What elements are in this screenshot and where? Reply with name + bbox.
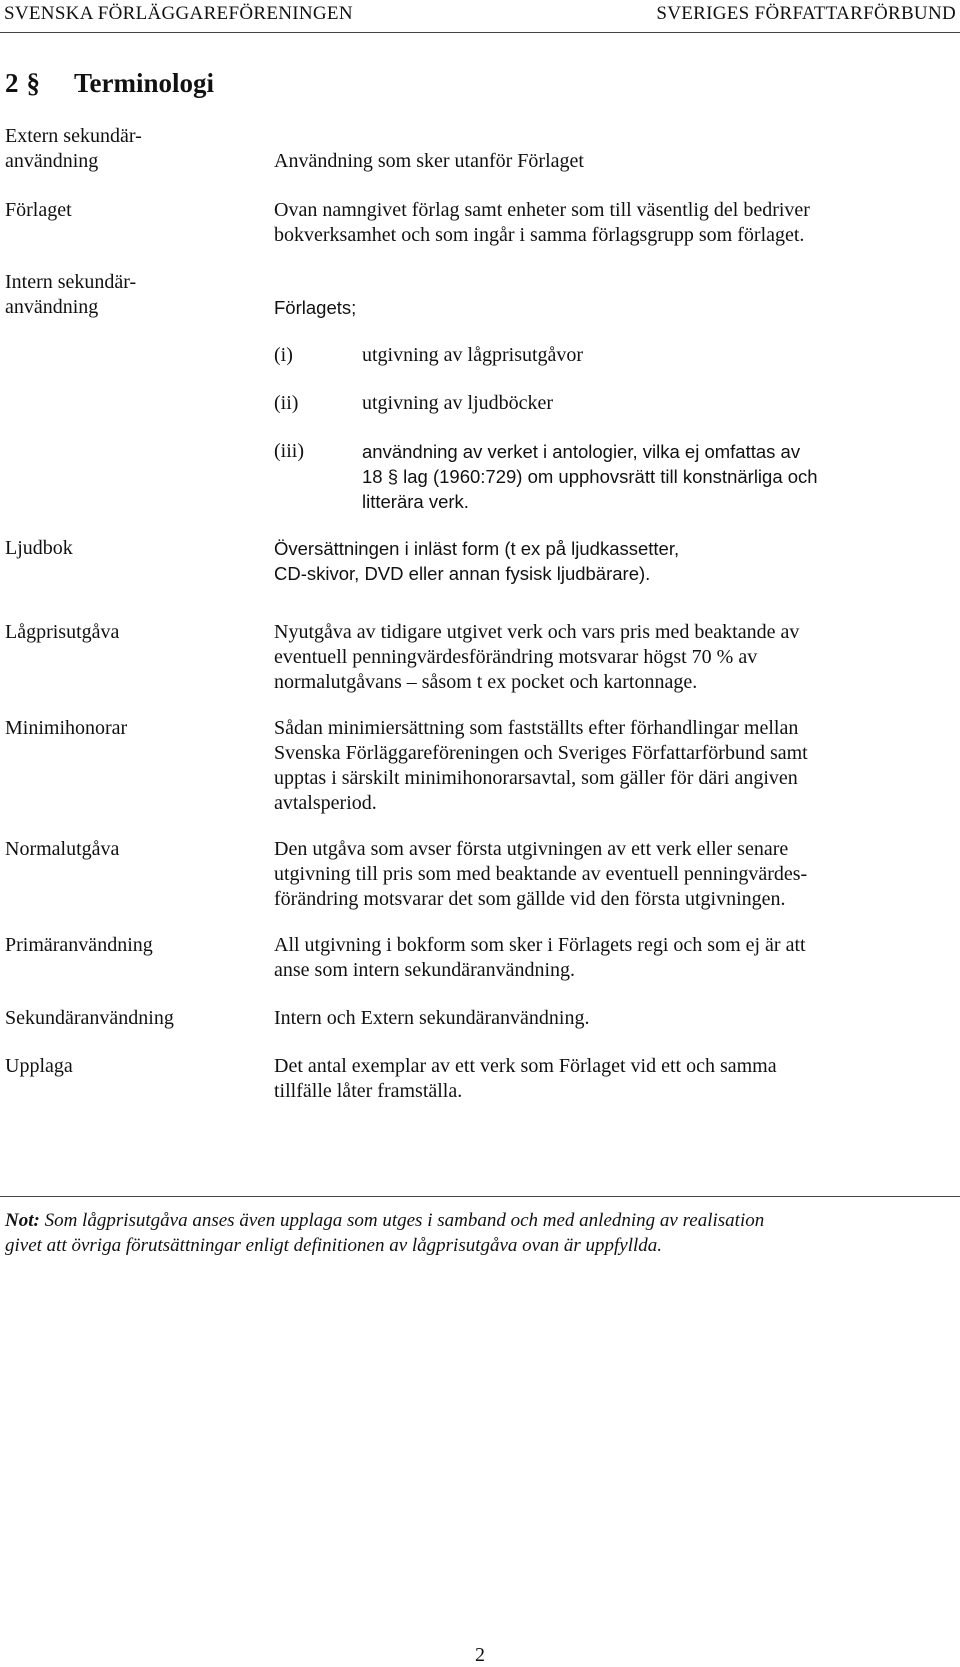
definition-text: [274, 837, 954, 912]
definition-term: Ljudbok: [5, 537, 73, 559]
text-line: eventuell penningvärdesförändring motsvarar högst 70 % av: [274, 646, 758, 668]
page-number: 2: [475, 1644, 485, 1666]
section-sign: §: [26, 68, 40, 98]
text-line: avtalsperiod.: [274, 792, 377, 814]
text-line: All utgivning i bokform som sker i Förlagets regi och som ej är att: [274, 934, 806, 956]
text-line: bokverksamhet och som ingår i samma förlagsgrupp som förlaget.: [274, 224, 805, 246]
page-header: [4, 0, 956, 28]
term-line: användning: [5, 150, 99, 172]
footnote: [5, 1208, 945, 1258]
text-line: normalutgåvans – såsom t ex pocket och kartonnage.: [274, 671, 698, 693]
definition-text: [274, 1054, 954, 1104]
term-line: Extern sekundär-: [5, 125, 142, 147]
section-heading: Terminologi: [74, 68, 215, 98]
definition-term: Sekundäranvändning: [5, 1007, 174, 1029]
header-right: SVERIGES FÖRFATTARFÖRBUND: [656, 3, 956, 24]
text-line: Sådan minimiersättning som fastställts efter förhandlingar mellan: [274, 717, 799, 739]
subitem-number: (ii): [274, 392, 299, 414]
text-line: Nyutgåva av tidigare utgivet verk och vars pris med beaktande av: [274, 621, 800, 643]
definition-term: Minimihonorar: [5, 717, 128, 739]
definition-text: [274, 198, 954, 248]
text-line: Det antal exemplar av ett verk som Förlaget vid ett och samma: [274, 1055, 777, 1077]
note-line: [5, 1208, 945, 1233]
text-line: Ovan namngivet förlag samt enheter som till väsentlig del bedriver: [274, 199, 810, 221]
header-left: SVENSKA FÖRLÄGGAREFÖRENINGEN: [4, 3, 353, 24]
note-text: Som lågprisutgåva anses även upplaga som utges i samband och med anledning av realisation: [44, 1210, 765, 1231]
definition-term: Primäranvändning: [5, 934, 153, 956]
definition-term: Upplaga: [5, 1055, 73, 1077]
definition-term: [5, 124, 245, 174]
definition-text: [274, 620, 954, 695]
text-line: Översättningen i inläst form (t ex på ljudkassetter,: [274, 538, 680, 559]
text-line: Den utgåva som avser första utgivningen av ett verk eller senare: [274, 838, 789, 860]
subitem-number: (i): [274, 344, 293, 366]
note-line: givet att övriga förutsättningar enligt definitionen av lågprisutgåva ovan är uppfyllda.: [5, 1235, 663, 1256]
definition-term: Normalutgåva: [5, 838, 120, 860]
term-line: Intern sekundär-: [5, 271, 137, 293]
definition-text: [274, 536, 954, 586]
definition-text: Förlagets;: [274, 297, 357, 318]
subitem-text: utgivning av ljudböcker: [362, 392, 554, 414]
definition-term: Förlaget: [5, 199, 72, 221]
text-line: Svenska Förläggareföreningen och Sveriges Författarförbund samt: [274, 742, 808, 764]
text-line: upptas i särskilt minimihonorarsavtal, som gäller för däri angiven: [274, 767, 798, 789]
text-line: anse som intern sekundäranvändning.: [274, 959, 576, 981]
term-line: användning: [5, 296, 99, 318]
definition-text: [274, 716, 954, 816]
subitem-number: (iii): [274, 440, 304, 462]
definition-term: Lågprisutgåva: [5, 621, 120, 643]
section-number: 2: [5, 68, 19, 98]
note-divider: [0, 1196, 960, 1197]
text-line: utgivning till pris som med beaktande av eventuell penningvärdes-: [274, 863, 808, 885]
header-divider: [0, 32, 960, 33]
text-line: förändring motsvarar det som gällde vid den första utgivningen.: [274, 888, 786, 910]
definition-text: [274, 933, 954, 983]
text-line: tillfälle låter framställa.: [274, 1080, 463, 1102]
definition-text: Användning som sker utanför Förlaget: [274, 150, 584, 172]
text-line: litterära verk.: [362, 491, 469, 512]
text-line: CD-skivor, DVD eller annan fysisk ljudbärare).: [274, 563, 651, 584]
text-line: 18 § lag (1960:729) om upphovsrätt till konstnärliga och: [362, 466, 818, 487]
subitem-text: utgivning av lågprisutgåvor: [362, 344, 584, 366]
text-line: användning av verket i antologier, vilka ej omfattas av: [362, 441, 801, 462]
note-label: Not:: [5, 1210, 40, 1231]
definition-term: [5, 270, 245, 320]
subitem-text: [362, 439, 952, 514]
section-title: [5, 68, 214, 99]
definition-text: Intern och Extern sekundäranvändning.: [274, 1007, 590, 1029]
